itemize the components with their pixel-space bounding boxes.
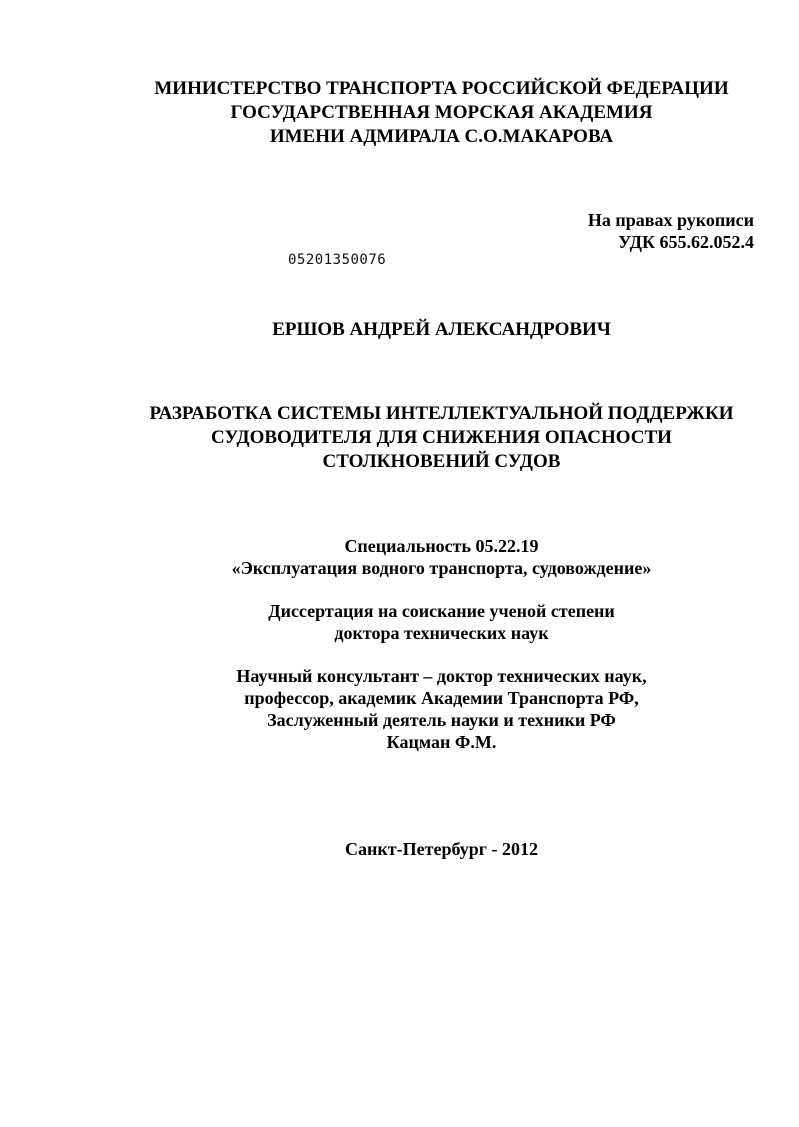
- thesis-title-line: СТОЛКНОВЕНИЙ СУДОВ: [322, 451, 561, 472]
- udc-code: УДК 655.62.052.4: [618, 232, 754, 252]
- academy-name: ГОСУДАРСТВЕННАЯ МОРСКАЯ АКАДЕМИЯ: [230, 102, 653, 123]
- thesis-title: [42, 402, 799, 474]
- manuscript-rights-block: [588, 209, 754, 253]
- consultant-line: профессор, академик Академии Транспорта РФ,: [244, 688, 639, 708]
- author-full-name: ЕРШОВ АНДРЕЙ АЛЕКСАНДРОВИЧ: [272, 319, 611, 340]
- specialty-code: Специальность 05.22.19: [344, 536, 539, 556]
- dissertation-line: доктора технических наук: [334, 623, 549, 643]
- ministry-name: МИНИСТЕРСТВО ТРАНСПОРТА РОССИЙСКОЙ ФЕДЕРАЦИИ: [154, 78, 729, 99]
- city-year-text: Санкт-Петербург - 2012: [345, 839, 538, 859]
- academy-named-after: ИМЕНИ АДМИРАЛА С.О.МАКАРОВА: [269, 126, 614, 147]
- thesis-title-line: СУДОВОДИТЕЛЯ ДЛЯ СНИЖЕНИЯ ОПАСНОСТИ: [211, 427, 672, 448]
- specialty-block: [42, 535, 799, 579]
- thesis-title-line: РАЗРАБОТКА СИСТЕМЫ ИНТЕЛЛЕКТУАЛЬНОЙ ПОДДЕРЖКИ: [149, 403, 734, 424]
- specialty-name: «Эксплуатация водного транспорта, судовождение»: [231, 558, 652, 578]
- manuscript-rights: На правах рукописи: [587, 210, 754, 230]
- dissertation-line: Диссертация на соискание ученой степени: [268, 601, 615, 621]
- consultant-line: Научный консультант – доктор технических наук,: [236, 666, 647, 686]
- author-name: [42, 318, 799, 342]
- registration-number: 05201350076: [288, 252, 387, 268]
- ministry-header: [42, 77, 799, 149]
- consultant-name: Кацман Ф.М.: [386, 732, 497, 752]
- consultant-block: [42, 665, 799, 753]
- city-year: [42, 838, 799, 860]
- dissertation-block: [42, 600, 799, 644]
- consultant-line: Заслуженный деятель науки и техники РФ: [267, 710, 616, 730]
